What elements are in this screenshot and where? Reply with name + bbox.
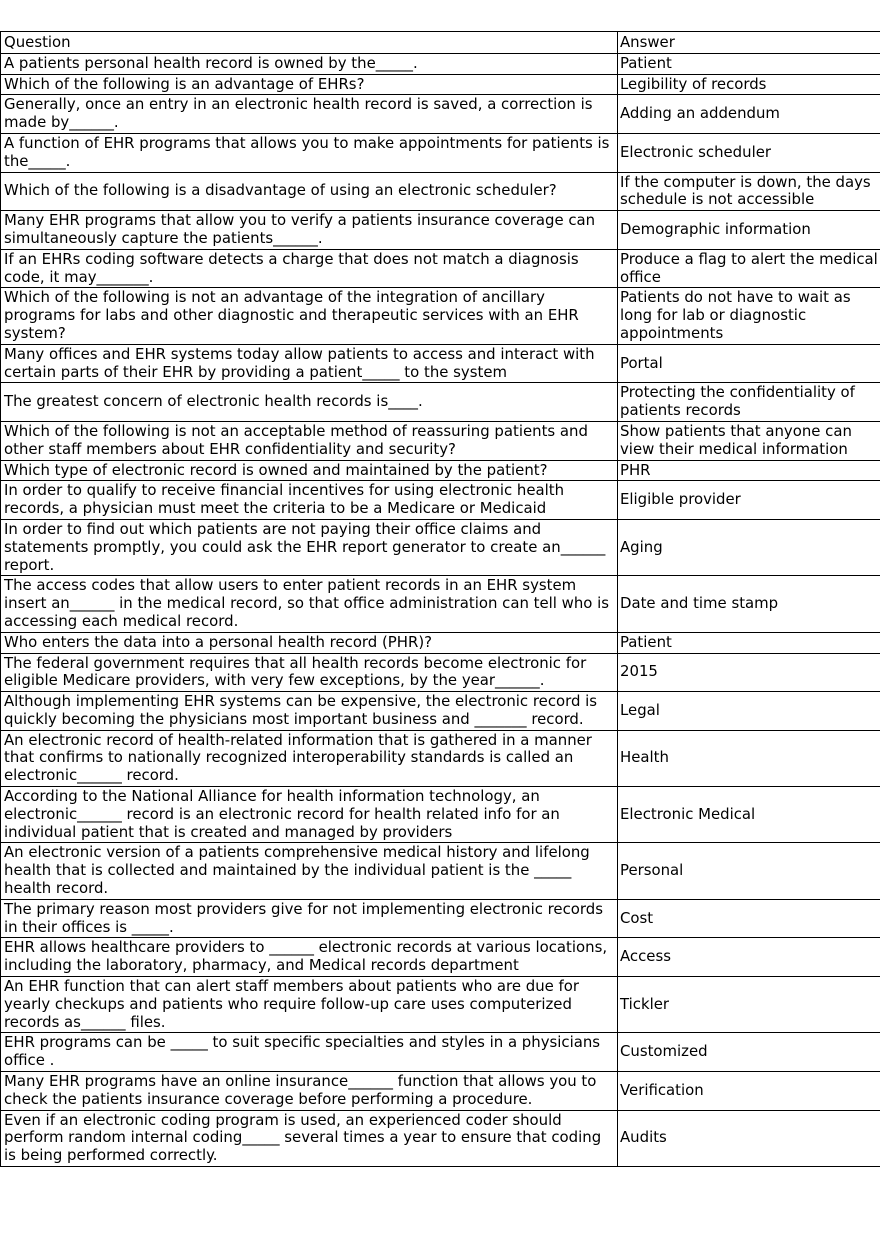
table-header-row [1, 32, 880, 54]
answer-cell: Eligible provider [618, 481, 880, 520]
question-cell: An electronic record of health-related information that is gathered in a manner that confirms to nationally recognized interoperability standards is called an electronic______ record. [1, 730, 618, 786]
table-row [1, 1072, 880, 1111]
table-row [1, 576, 880, 632]
question-cell: The primary reason most providers give for not implementing electronic records in their offices is _____. [1, 899, 618, 938]
table-row [1, 53, 880, 74]
question-cell: Who enters the data into a personal health record (PHR)? [1, 632, 618, 653]
table-row [1, 288, 880, 344]
answer-cell: PHR [618, 460, 880, 481]
table-row [1, 74, 880, 95]
answer-cell: Tickler [618, 977, 880, 1033]
question-cell: Generally, once an entry in an electronic health record is saved, a correction is made by______. [1, 95, 618, 134]
answer-cell: Cost [618, 899, 880, 938]
answer-cell: Audits [618, 1110, 880, 1166]
answer-cell: 2015 [618, 653, 880, 692]
table-row [1, 211, 880, 250]
question-column-header: Question [1, 32, 618, 54]
question-cell: The access codes that allow users to enter patient records in an EHR system insert an______ in the medical record, so that office administration can tell who is accessing each medical record. [1, 576, 618, 632]
answer-cell: Access [618, 938, 880, 977]
question-cell: If an EHRs coding software detects a charge that does not match a diagnosis code, it may_______. [1, 249, 618, 288]
question-cell: According to the National Alliance for health information technology, an electronic______ record is an electronic record for health related info for an individual patient that is created and managed by providers [1, 787, 618, 843]
table-row [1, 653, 880, 692]
table-row [1, 133, 880, 172]
answer-cell: Customized [618, 1033, 880, 1072]
question-cell: Which of the following is not an advantage of the integration of ancillary programs for labs and other diagnostic and therapeutic services with an EHR system? [1, 288, 618, 344]
table-row [1, 344, 880, 383]
table-row [1, 977, 880, 1033]
answer-cell: Portal [618, 344, 880, 383]
table-row [1, 730, 880, 786]
table-row [1, 383, 880, 422]
answer-cell: Verification [618, 1072, 880, 1111]
table-row [1, 843, 880, 899]
question-cell: The greatest concern of electronic health records is____. [1, 383, 618, 422]
table-row [1, 172, 880, 211]
table-row [1, 692, 880, 731]
answer-cell: Patients do not have to wait as long for lab or diagnostic appointments [618, 288, 880, 344]
answer-cell: Legibility of records [618, 74, 880, 95]
table-row [1, 632, 880, 653]
question-cell: EHR allows healthcare providers to ______ electronic records at various locations, including the laboratory, pharmacy, and Medical records department [1, 938, 618, 977]
question-cell: Although implementing EHR systems can be expensive, the electronic record is quickly becoming the physicians most important business and _______ record. [1, 692, 618, 731]
answer-cell: Health [618, 730, 880, 786]
table-row [1, 421, 880, 460]
answer-cell: Patient [618, 632, 880, 653]
table-row [1, 95, 880, 134]
answer-cell: Show patients that anyone can view their medical information [618, 421, 880, 460]
question-cell: EHR programs can be _____ to suit specific specialties and styles in a physicians office . [1, 1033, 618, 1072]
table-row [1, 519, 880, 575]
table-row [1, 1033, 880, 1072]
question-cell: Which of the following is a disadvantage of using an electronic scheduler? [1, 172, 618, 211]
table-row [1, 481, 880, 520]
table-row [1, 1110, 880, 1166]
question-cell: Which of the following is not an acceptable method of reassuring patients and other staff members about EHR confidentiality and security? [1, 421, 618, 460]
table-row [1, 938, 880, 977]
question-cell: Many offices and EHR systems today allow patients to access and interact with certain parts of their EHR by providing a patient_____ to the system [1, 344, 618, 383]
question-cell: Many EHR programs that allow you to verify a patients insurance coverage can simultaneously capture the patients______. [1, 211, 618, 250]
question-cell: In order to qualify to receive financial incentives for using electronic health records, a physician must meet the criteria to be a Medicare or Medicaid [1, 481, 618, 520]
answer-cell: Personal [618, 843, 880, 899]
qa-table [0, 31, 880, 1167]
answer-cell: Date and time stamp [618, 576, 880, 632]
answer-column-header: Answer [618, 32, 880, 54]
qa-sheet [0, 31, 880, 1167]
answer-cell: Electronic scheduler [618, 133, 880, 172]
answer-cell: Patient [618, 53, 880, 74]
question-cell: Which of the following is an advantage of EHRs? [1, 74, 618, 95]
answer-cell: If the computer is down, the days schedule is not accessible [618, 172, 880, 211]
table-row [1, 899, 880, 938]
answer-cell: Demographic information [618, 211, 880, 250]
answer-cell: Aging [618, 519, 880, 575]
answer-cell: Electronic Medical [618, 787, 880, 843]
table-row [1, 249, 880, 288]
qa-table-body [1, 32, 880, 1167]
answer-cell: Adding an addendum [618, 95, 880, 134]
question-cell: Even if an electronic coding program is used, an experienced coder should perform random internal coding_____ several times a year to ensure that coding is being performed correctly. [1, 1110, 618, 1166]
question-cell: A patients personal health record is owned by the_____. [1, 53, 618, 74]
table-row [1, 787, 880, 843]
question-cell: A function of EHR programs that allows you to make appointments for patients is the_____. [1, 133, 618, 172]
question-cell: The federal government requires that all health records become electronic for eligible Medicare providers, with very few exceptions, by the year______. [1, 653, 618, 692]
question-cell: An electronic version of a patients comprehensive medical history and lifelong health that is collected and maintained by the individual patient is the _____ health record. [1, 843, 618, 899]
question-cell: Which type of electronic record is owned and maintained by the patient? [1, 460, 618, 481]
table-row [1, 460, 880, 481]
question-cell: An EHR function that can alert staff members about patients who are due for yearly checkups and patients who require follow-up care uses computerized records as______ files. [1, 977, 618, 1033]
answer-cell: Legal [618, 692, 880, 731]
question-cell: Many EHR programs have an online insurance______ function that allows you to check the patients insurance coverage before performing a procedure. [1, 1072, 618, 1111]
question-cell: In order to find out which patients are not paying their office claims and statements promptly, you could ask the EHR report generator to create an______ report. [1, 519, 618, 575]
answer-cell: Protecting the confidentiality of patients records [618, 383, 880, 422]
answer-cell: Produce a flag to alert the medical office [618, 249, 880, 288]
